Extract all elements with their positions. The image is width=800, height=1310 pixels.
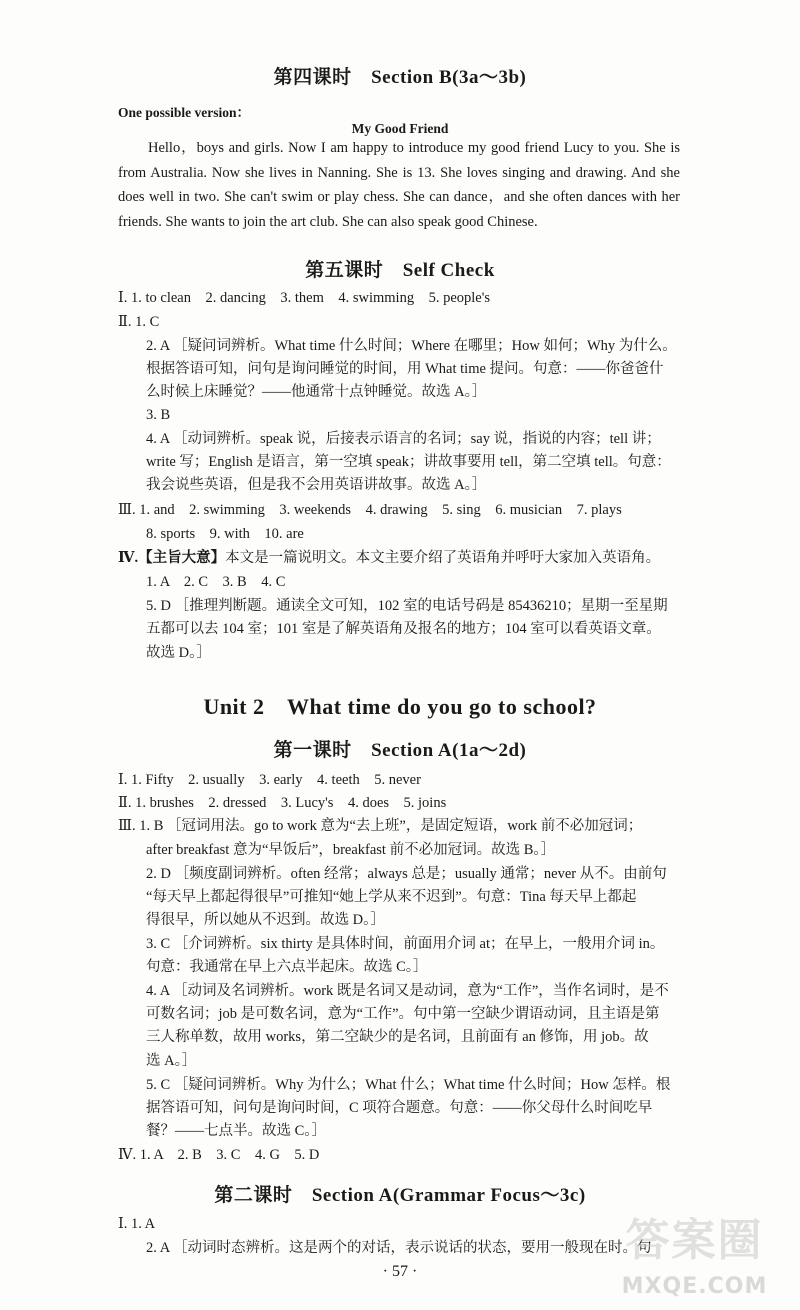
essay-title: My Good Friend <box>351 121 449 136</box>
answer-line: 可数名词；job 是可数名词，意为“工作”。句中第一空缺少谓语动词，且主语是第 <box>146 1006 660 1022</box>
answer-line: Ⅱ. 1. brushes 2. dressed 3. Lucy's 4. does 5. joins <box>118 795 447 811</box>
answer-line: Ⅱ. 1. C <box>118 314 160 330</box>
answer-line: 选 A。］ <box>146 1053 197 1069</box>
watermark-url: MXQE.COM <box>621 1274 768 1299</box>
section-title-grammar: 第二课时 Section A(Grammar Focus～3c) <box>214 1185 586 1206</box>
answer-line: Ⅳ. 1. A 2. B 3. C 4. G 5. D <box>118 1147 320 1163</box>
main-idea-text: 本文是一篇说明文。本文主要介绍了英语角并呼吁大家加入英语角。 <box>225 550 661 566</box>
answer-line: 5. D ［推理判断题。通读全文可知，102 室的电话号码是 85436210；星期一至星期 <box>146 598 668 614</box>
answer-line: 得很早，所以她从不迟到。故选 D。］ <box>146 912 385 928</box>
watermark <box>607 1212 782 1307</box>
answer-line: 五都可以去 104 室；101 室是了解英语角及报名的地方；104 室可以看英语文章。 <box>146 621 661 637</box>
answer-line: “每天早上都起得很早”可推知“她上学从来不迟到”。句意：Tina 每天早上都起 <box>146 889 637 905</box>
watermark-logo: 答案圈 <box>625 1215 764 1266</box>
answer-line: 2. A ［疑问词辨析。What time 什么时间；Where 在哪里；How 如何；Why 为什么。 <box>146 338 677 354</box>
answer-line: 三人称单数，故用 works，第二空缺少的是名词，且前面有 an 修饰，用 job。故 <box>146 1029 649 1045</box>
answer-line: 4. A ［动词辨析。speak 说，后接表示语言的名词；say 说，指说的内容；tell 讲； <box>146 431 661 447</box>
main-idea-tag: Ⅳ.【主旨大意】 <box>118 550 226 566</box>
answer-line: 2. A ［动词时态辨析。这是两个的对话，表示说话的状态，要用一般现在时。句 <box>146 1240 652 1256</box>
answer-line: Ⅲ. 1. and 2. swimming 3. weekends 4. drawing 5. sing 6. musician 7. plays <box>118 502 622 518</box>
essay-text: Hello，boys and girls. Now I am happy to introduce my good friend Lucy to you. She is from Australia. Now she lives in Nanning. She is 13. She loves singing and drawing. And she does well in two. She can't swim or play chess. She can dance，and she often dances with her friends. She wants to join the art club. She can also speak good Chinese. <box>118 140 680 230</box>
essay-paragraph <box>118 136 680 234</box>
answer-line: Ⅰ. 1. to clean 2. dancing 3. them 4. swimming 5. people's <box>118 290 490 306</box>
answer-line: 5. C ［疑问词辨析。Why 为什么；What 什么；What time 什么时间；How 怎样。根 <box>146 1077 671 1093</box>
answer-line: 根据答语可知，问句是询问睡觉的时间，用 What time 提问。句意：——你爸爸什 <box>146 361 664 377</box>
answer-line: Ⅲ. 1. B ［冠词用法。go to work 意为“去上班”，是固定短语，work 前不必加冠词； <box>118 818 643 834</box>
section-title-b: 第四课时 Section B(3a～3b) <box>273 67 527 88</box>
answer-line: 据答语可知，问句是询问时间，C 项符合题意。句意：——你父母什么时间吃早 <box>146 1100 653 1116</box>
answer-line: 3. B <box>146 407 171 423</box>
answer-line <box>118 546 660 570</box>
answer-line: 故选 D。］ <box>146 645 211 661</box>
version-label: One possible version： <box>118 105 251 120</box>
answer-line: Ⅰ. 1. Fifty 2. usually 3. early 4. teeth 5. never <box>118 772 421 788</box>
section-title-a1: 第一课时 Section A(1a～2d) <box>273 740 527 761</box>
answer-line: 我会说些英语，但是我不会用英语讲故事。故选 A。］ <box>146 477 487 493</box>
answer-line: 1. A 2. C 3. B 4. C <box>146 574 286 590</box>
page-number: · 57 · <box>382 1263 418 1280</box>
answer-line: 3. C ［介词辨析。six thirty 是具体时间，前面用介词 at；在早上，一般用介词 in。 <box>146 936 665 952</box>
answer-line: 8. sports 9. with 10. are <box>146 526 304 542</box>
answer-line: after breakfast 意为“早饭后”，breakfast 前不必加冠词。故选 B。］ <box>146 842 556 858</box>
answer-line: 4. A ［动词及名词辨析。work 既是名词又是动词，意为“工作”，当作名词时，是不 <box>146 983 669 999</box>
unit-title: Unit 2 What time do you go to school? <box>203 694 597 719</box>
answer-line: 2. D ［频度副词辨析。often 经常；always 总是；usually 通常；never 从不。由前句 <box>146 866 667 882</box>
section-title-self-check: 第五课时 Self Check <box>305 260 495 281</box>
answer-line: Ⅰ. 1. A <box>118 1216 156 1232</box>
answer-line: 句意：我通常在早上六点半起床。故选 C。］ <box>146 959 428 975</box>
answer-line: 么时候上床睡觉？——他通常十点钟睡觉。故选 A。］ <box>146 384 487 400</box>
answer-line: 餐？——七点半。故选 C。］ <box>146 1123 327 1139</box>
answer-line: write 写；English 是语言，第一空填 speak；讲故事要用 tell，第二空填 tell。句意： <box>146 454 671 470</box>
